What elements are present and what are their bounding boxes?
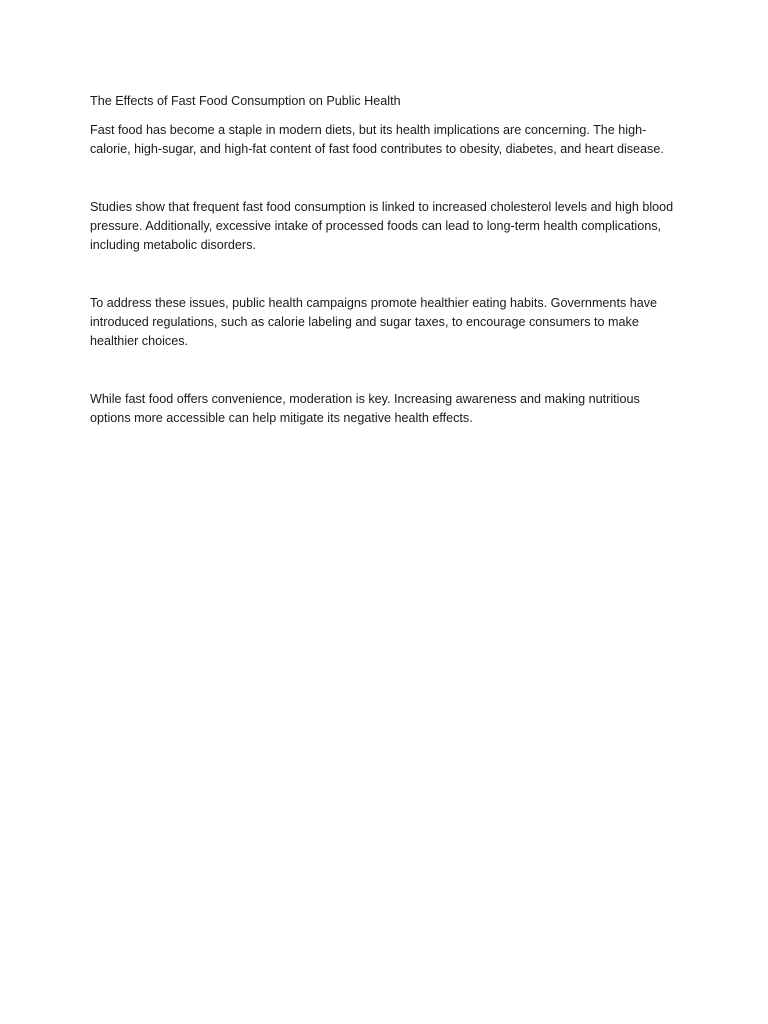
document-body [90,92,680,428]
paragraph-1: Fast food has become a staple in modern diets, but its health implications are concerning. The high-calorie, high-sugar, and high-fat content of fast food contributes to obesity, diabetes, and heart disease. [90,123,664,156]
paragraph-4: While fast food offers convenience, moderation is key. Increasing awareness and making nutritious options more accessible can help mitigate its negative health effects. [90,392,640,425]
document-title: The Effects of Fast Food Consumption on Public Health [90,94,401,108]
paragraph-2: Studies show that frequent fast food consumption is linked to increased cholesterol levels and high blood pressure. Additionally, excessive intake of processed foods can lead to long-term health complications, including metabolic disorders. [90,200,674,252]
paragraph-3: To address these issues, public health campaigns promote healthier eating habits. Governments have introduced regulations, such as calorie labeling and sugar taxes, to encourage consumers to make healthier choices. [90,296,658,348]
